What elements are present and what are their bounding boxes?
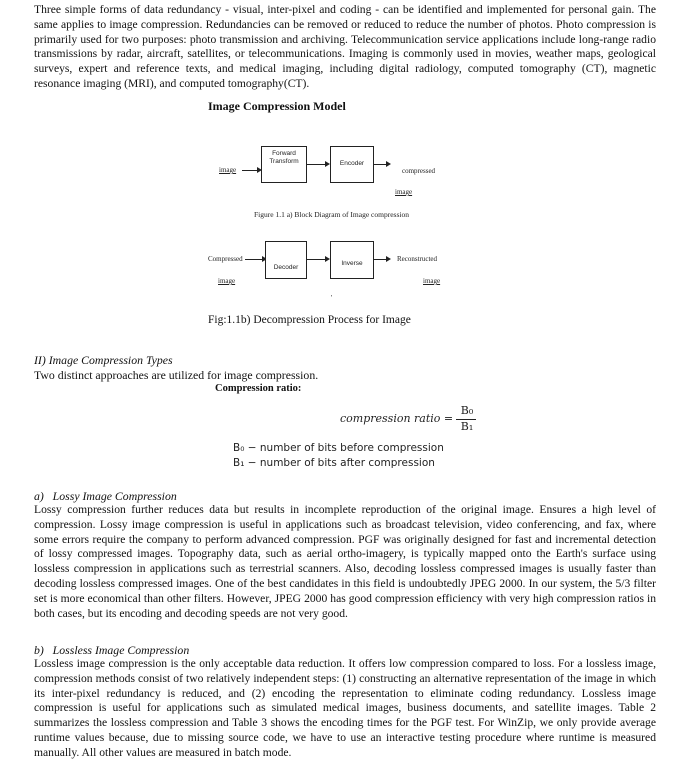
formula-lhs: compression ratio =: [340, 412, 454, 425]
fig-b-input-label: Compressed: [208, 255, 243, 263]
fig-b-input-label-2: image: [218, 277, 236, 285]
fig-b-caption: Fig:1.1b) Decompression Process for Image: [208, 314, 411, 326]
fig-a-arrow-line-3: [373, 164, 387, 165]
decoder-label: Decoder: [273, 264, 299, 271]
types-heading: II) Image Compression Types: [34, 353, 173, 367]
forward-transform-label: Forward Transform: [269, 150, 299, 165]
fig-a-output-label-2: image: [395, 188, 413, 196]
inverse-box: [330, 241, 374, 279]
intro-paragraph: Three simple forms of data redundancy - visual, inter-pixel and coding - can be identified and implemented for personal gain. The same applies to image compression. Redundancies can be removed or reduced to reduce the number of photos. Photo compression is primarily used for two purposes: photo transmission and archiving. Telecommunication service applications include long-range radio transmissions by radar, aircraft, satellites, or telecommunications. Imaging is commonly used in movies, weather maps, geological surveys, expert and reference texts, and medical imaging, including digital radiology, computed tomography (CT), magnetic resonance imaging (MRI), and computed tomography(CT).: [34, 3, 656, 90]
fig-b-arrow-line-2: [306, 259, 326, 260]
fig-b-arrow-line-3: [373, 259, 387, 260]
fig-b-output-label-2: image: [423, 277, 441, 285]
fig-b-stray-mark: ': [331, 294, 333, 302]
types-intro: Two distinct approaches are utilized for image compression.: [34, 368, 319, 382]
lossless-heading: b) Lossless Image Compression: [34, 643, 190, 657]
fig-b-arrow-head-3: [386, 256, 391, 262]
fig-b-arrow-line-1: [245, 259, 263, 260]
ratio-heading: Compression ratio:: [215, 383, 302, 394]
fig-a-arrow-line-1: [242, 170, 258, 171]
encoder-box: [330, 146, 374, 183]
formula-numerator: B₀: [460, 404, 474, 417]
lossless-paragraph: Lossless image compression is the only acceptable data reduction. It offers low compression compared to loss. For a lossless image, compression methods consist of two relatively independent steps: (1) constructing an alternative representation of the image in which its inter-pixel redundancy is reduced, and (2) encoding the representation to eliminate coding redundancy. Lossless image compression is useful for applications such as simulated medical images, business documents, and satellite images. Table 2 summarizes the lossless compression and Table 3 shows the encoding times for the PGF test. For WinZip, we only provide average runtime values because, due to missing source code, we have to use an interactive testing procedure where runtime is measured manually. All other values are measured in batch mode.: [34, 657, 656, 759]
inverse-label: Inverse: [341, 260, 363, 267]
fig-a-caption: Figure 1.1 a) Block Diagram of Image compression: [254, 210, 409, 219]
formula-def-2: B₁ − number of bits after compression: [233, 457, 435, 469]
formula-def-1: B₀ − number of bits before compression: [233, 442, 444, 454]
formula-denominator: B₁: [460, 420, 474, 433]
fig-a-arrow-head-3: [386, 161, 391, 167]
encoder-label: Encoder: [339, 160, 365, 167]
lossy-paragraph: Lossy compression further reduces data but results in incomplete reproduction of the original image. Ensures a high level of compression. Lossy image compression is useful in applications such as broadcast television, video conferencing, and fax, where some errors require the company to perform advanced compression. PGF was originally designed for fast and incremental detection of lossy compressed images. Topography data, such as aerial ortho-imagery, is typically mapped onto the Earth's surface using lossless compression in applications such as terrestrial scanners. Also, decoding lossless compressed images is usually faster than decoding lossless compressed images. One of the best candidates in this field is undoubtedly JPEG 2000. In our system, the 5/3 filter set is more economical than other filters. However, JPEG 2000 has good compression efficiency with very high compression ratios in both cases, but its encoding and decoding speeds are not very good.: [34, 503, 656, 620]
model-heading: Image Compression Model: [208, 99, 346, 113]
decoder-box: [265, 241, 307, 279]
forward-transform-box: [261, 146, 307, 183]
fig-a-arrow-line-2: [306, 164, 326, 165]
fig-a-output-label: compressed: [402, 167, 436, 175]
fig-b-output-label: Reconstructed: [397, 255, 438, 263]
fig-a-input-label: image: [219, 166, 237, 174]
lossy-heading: a) Lossy Image Compression: [34, 489, 177, 503]
